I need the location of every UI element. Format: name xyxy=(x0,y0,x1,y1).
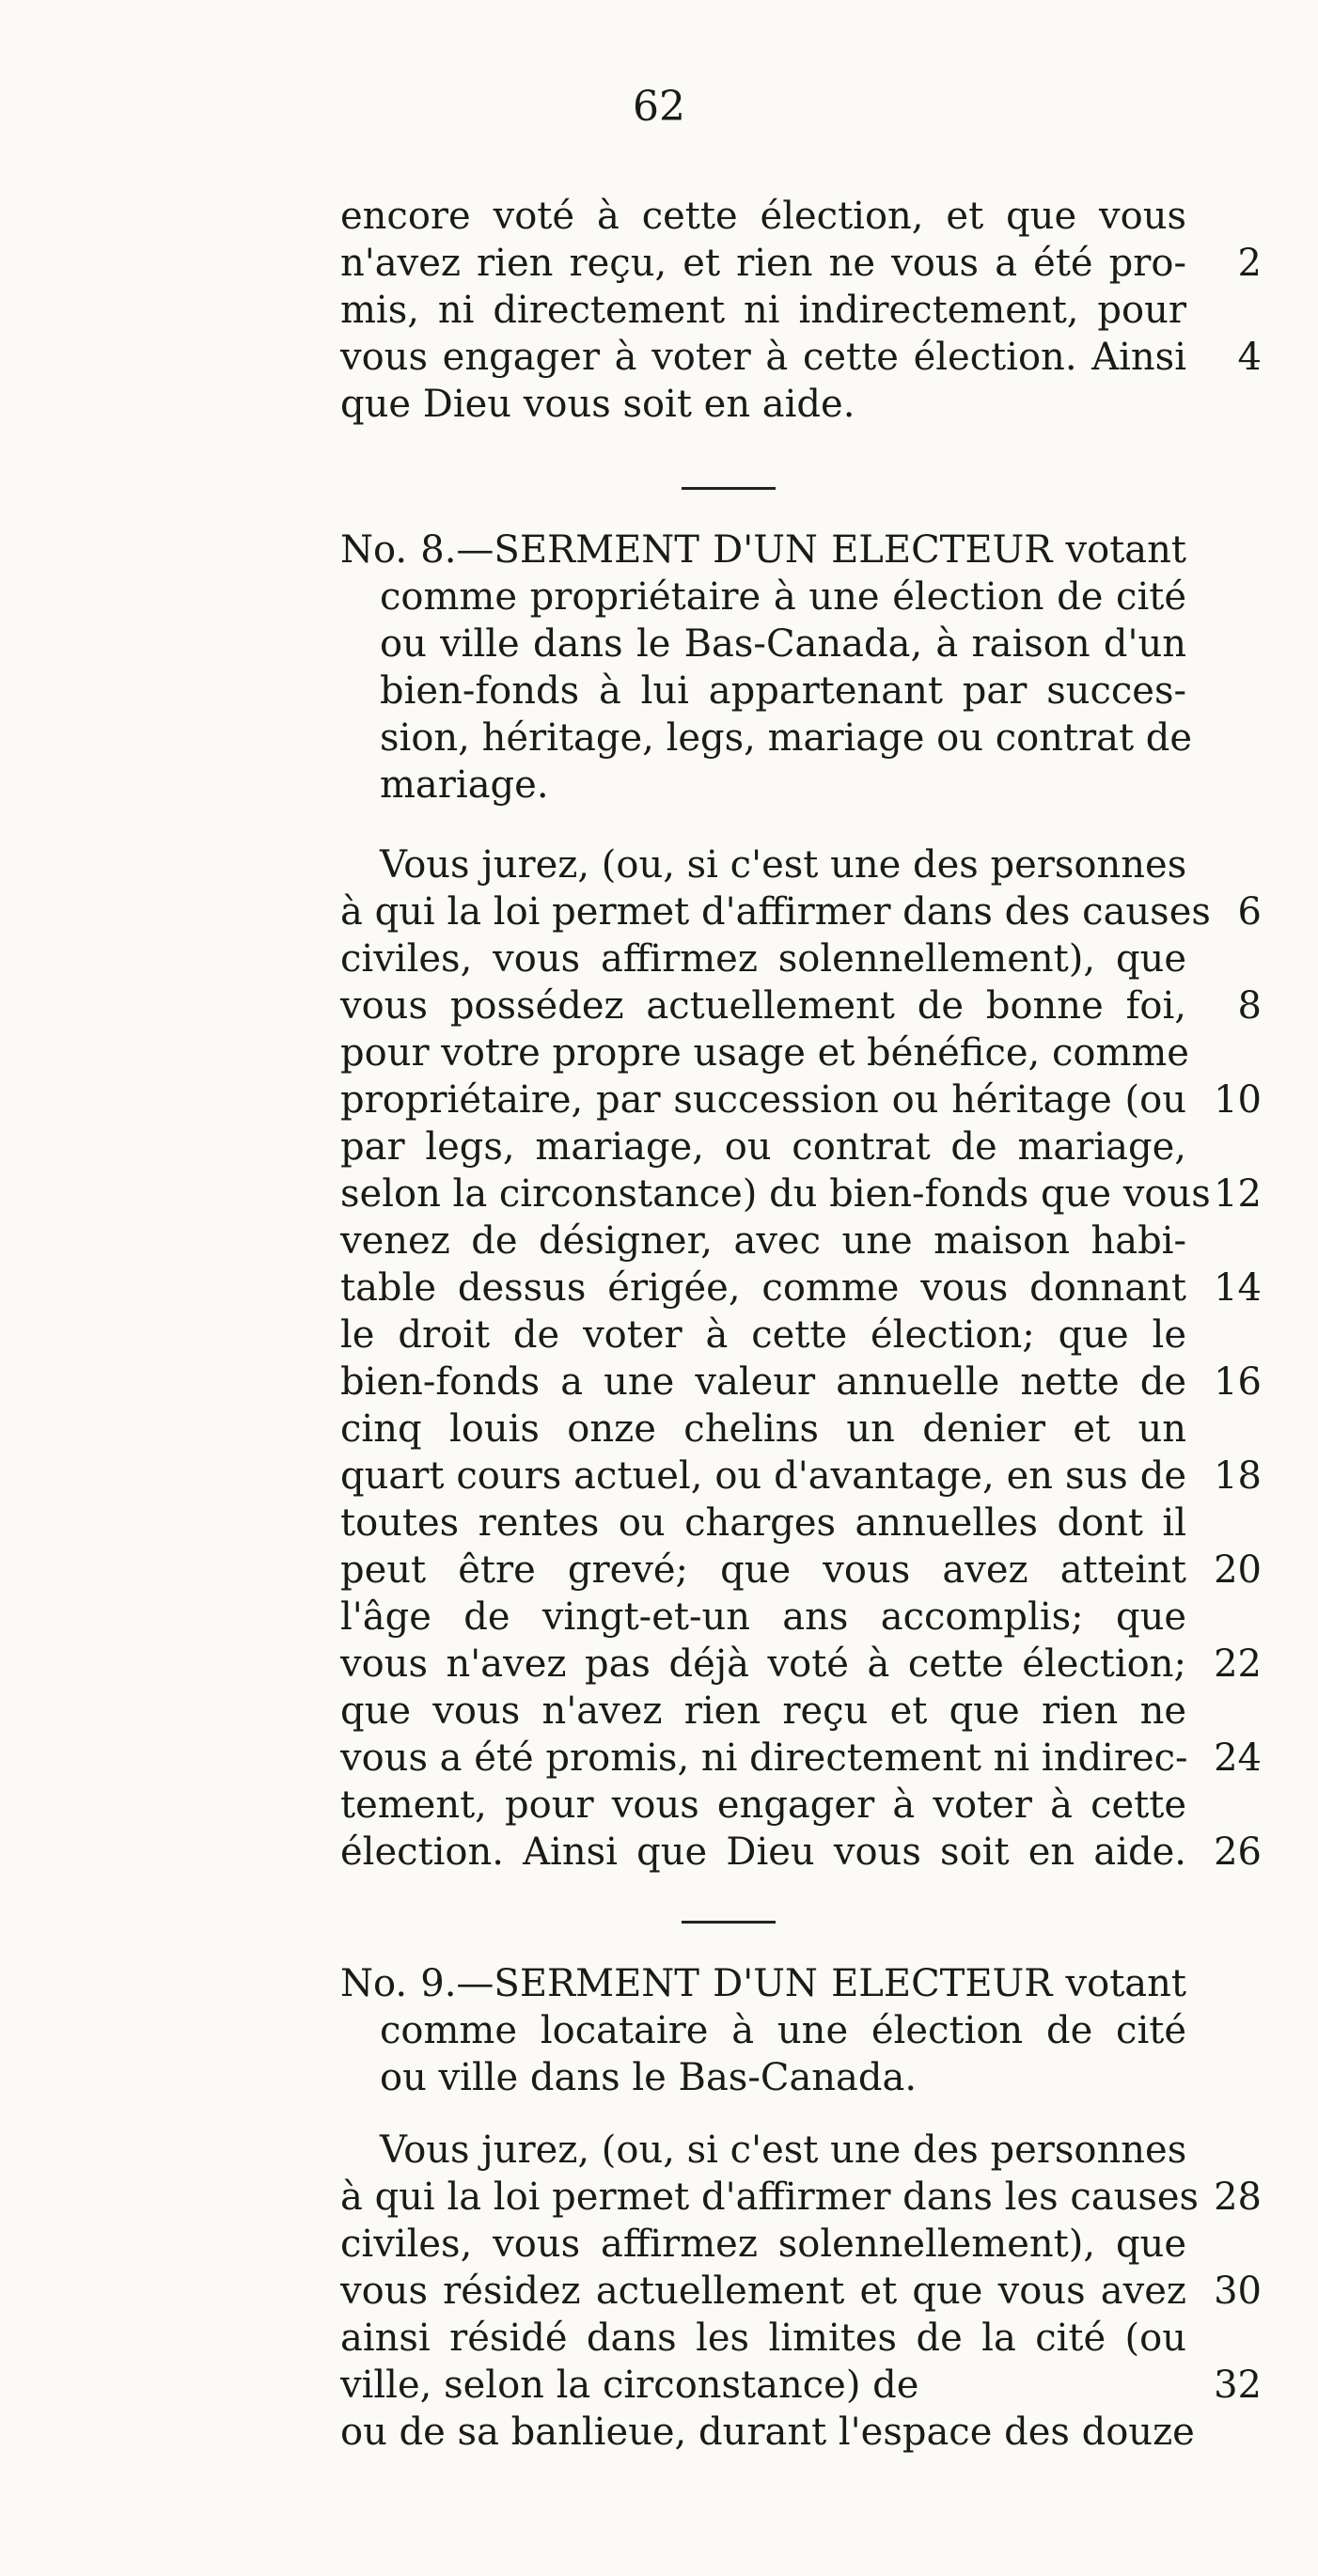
heading-line: mariage. xyxy=(380,763,549,807)
text-line: que Dieu vous soit en aide. xyxy=(340,383,855,426)
oath-no8-heading xyxy=(340,526,1193,809)
text-line: vous possédez actuellement de bonne foi, 8 xyxy=(340,984,1262,1028)
line-number: 10 xyxy=(1214,1078,1262,1122)
oath-no9-heading xyxy=(340,1960,1186,2101)
line-number: 4 xyxy=(1237,336,1262,379)
section-divider xyxy=(682,487,776,490)
text-line: à qui la loi permet d'affirmer dans les causes 28 xyxy=(340,2175,1262,2219)
line-number: 22 xyxy=(1214,1642,1262,1686)
text-line: bien-fonds a une valeur annuelle nette de 16 xyxy=(340,1360,1262,1404)
text-line: élection. Ainsi que Dieu vous soit en aide. 26 xyxy=(340,1830,1262,1874)
page-number: 62 xyxy=(633,83,685,131)
line-number: 26 xyxy=(1214,1830,1262,1874)
text-line: Vous jurez, (ou, si c'est une des personnes xyxy=(380,843,1187,887)
line-number: 20 xyxy=(1214,1548,1262,1592)
text-line: ville, selon la circonstance) de 32 xyxy=(340,2364,1262,2407)
heading-line: bien-fonds à lui appartenant par succes- xyxy=(380,669,1186,713)
text-line: que vous n'avez rien reçu et que rien ne xyxy=(340,1689,1186,1733)
text-line: venez de désigner, avec une maison habi- xyxy=(340,1219,1186,1263)
text-line: l'âge de vingt-et-un ans accomplis; que xyxy=(340,1595,1186,1639)
heading-line: sion, héritage, legs, mariage ou contrat de xyxy=(380,716,1193,760)
text-line: peut être grevé; que vous avez atteint 20 xyxy=(340,1548,1262,1592)
line-number: 2 xyxy=(1237,242,1262,285)
line-number: 8 xyxy=(1237,984,1262,1028)
line-number: 14 xyxy=(1214,1266,1262,1310)
text-line: cinq louis onze chelins un denier et un xyxy=(340,1407,1186,1451)
oath-continuation xyxy=(340,193,1262,428)
line-number: 24 xyxy=(1214,1736,1262,1780)
text-line: vous engager à voter à cette élection. Ainsi 4 xyxy=(340,336,1262,379)
heading-line: No. 8.—SERMENT D'UN ELECTEUR votant xyxy=(340,528,1186,572)
line-number: 18 xyxy=(1214,1454,1262,1498)
heading-line: ou ville dans le Bas-Canada. xyxy=(380,2056,918,2099)
text-line: ou de sa banlieue, durant l'espace des douze xyxy=(340,2411,1195,2454)
text-line: le droit de voter à cette élection; que le xyxy=(340,1313,1186,1357)
text-line: n'avez rien reçu, et rien ne vous a été pro- 2 xyxy=(340,242,1262,285)
section-divider xyxy=(682,1921,776,1924)
heading-line: comme locataire à une élection de cité xyxy=(380,2009,1186,2052)
text-line: selon la circonstance) du bien-fonds que vous 12 xyxy=(340,1172,1262,1216)
text-line: toutes rentes ou charges annuelles dont il xyxy=(340,1501,1186,1545)
text-line: vous a été promis, ni directement ni indirec- 24 xyxy=(340,1736,1262,1780)
text-line: par legs, mariage, ou contrat de mariage, xyxy=(340,1125,1186,1169)
oath-no9-body xyxy=(340,2127,1262,2456)
text-line: Vous jurez, (ou, si c'est une des personnes xyxy=(380,2128,1187,2172)
line-number: 28 xyxy=(1214,2175,1262,2219)
heading-line: ou ville dans le Bas-Canada, à raison d'un xyxy=(380,622,1186,666)
text-line: tement, pour vous engager à voter à cette xyxy=(340,1783,1186,1827)
text-line: table dessus érigée, comme vous donnant 14 xyxy=(340,1266,1262,1310)
text-line: civiles, vous affirmez solennellement), que xyxy=(340,2223,1186,2266)
text-line: vous résidez actuellement et que vous avez 30 xyxy=(340,2270,1262,2313)
text-line: encore voté à cette élection, et que vous xyxy=(340,195,1186,238)
text-line: ainsi résidé dans les limites de la cité (ou xyxy=(340,2317,1186,2360)
heading-line: comme propriétaire à une élection de cité xyxy=(380,575,1186,619)
text-line: vous n'avez pas déjà voté à cette élection; 22 xyxy=(340,1642,1262,1686)
line-number: 12 xyxy=(1214,1172,1262,1216)
heading-line: No. 9.—SERMENT D'UN ELECTEUR votant xyxy=(340,1962,1186,2005)
line-number: 6 xyxy=(1237,890,1262,934)
text-line: pour votre propre usage et bénéfice, comme xyxy=(340,1031,1189,1075)
line-number: 30 xyxy=(1214,2270,1262,2313)
oath-no8-body xyxy=(340,841,1262,1876)
text-line: quart cours actuel, ou d'avantage, en sus de 18 xyxy=(340,1454,1262,1498)
text-line: propriétaire, par succession ou héritage (ou 10 xyxy=(340,1078,1262,1122)
line-number: 32 xyxy=(1214,2364,1262,2407)
text-line: civiles, vous affirmez solennellement), que xyxy=(340,937,1186,981)
text-line: mis, ni directement ni indirectement, pour xyxy=(340,289,1186,332)
line-number: 16 xyxy=(1214,1360,1262,1404)
text-line: à qui la loi permet d'affirmer dans des causes 6 xyxy=(340,890,1262,934)
